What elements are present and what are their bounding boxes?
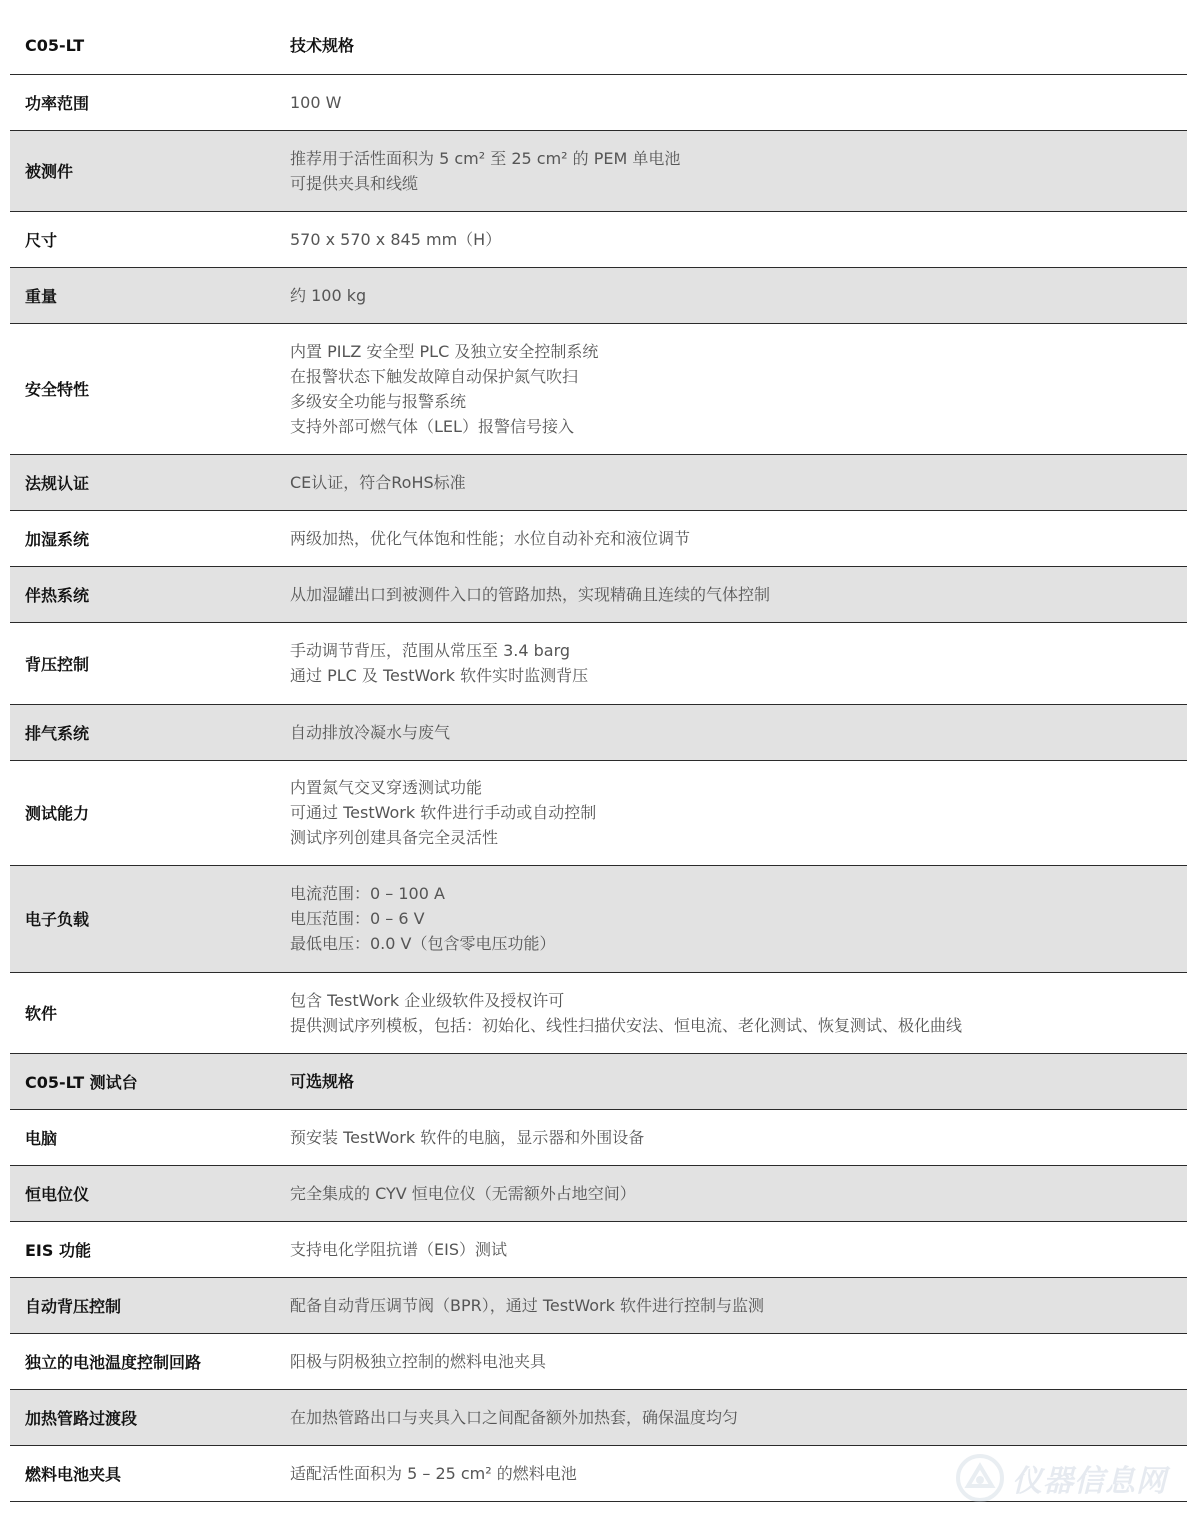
- spec-value-line: 配备自动背压调节阀（BPR），通过 TestWork 软件进行控制与监测: [290, 1295, 764, 1315]
- spec-row: [10, 1389, 1187, 1445]
- spec-value-line: 电压范围：0 – 6 V: [290, 909, 425, 928]
- spec-row: [10, 760, 1187, 865]
- spec-label: C05-LT: [10, 18, 290, 74]
- spec-value: [290, 1109, 1187, 1165]
- spec-value: [290, 1277, 1187, 1333]
- spec-value-line: 预安装 TestWork 软件的电脑，显示器和外围设备: [290, 1127, 645, 1147]
- spec-value: [290, 74, 1187, 130]
- spec-value-line: 自动排放冷凝水与废气: [290, 722, 451, 742]
- spec-row: [10, 865, 1187, 972]
- spec-label: EIS 功能: [10, 1221, 290, 1277]
- spec-value: [290, 972, 1187, 1053]
- spec-label: 排气系统: [10, 704, 290, 760]
- spec-value: [290, 760, 1187, 865]
- spec-label: 加湿系统: [10, 510, 290, 566]
- spec-value-line: 支持外部可燃气体（LEL）报警信号接入: [290, 416, 574, 436]
- spec-table-body: [10, 18, 1187, 1501]
- spec-row: [10, 566, 1187, 622]
- watermark: [954, 1443, 1184, 1513]
- spec-label: 安全特性: [10, 323, 290, 454]
- spec-value-line: 内置氮气交叉穿透测试功能: [290, 778, 483, 797]
- spec-value-line: 约 100 kg: [290, 285, 367, 305]
- spec-label: 被测件: [10, 130, 290, 211]
- watermark-text: 仪器信息网: [1012, 1464, 1167, 1499]
- spec-value-line: 两级加热，优化气体饱和性能；水位自动补充和液位调节: [290, 528, 691, 548]
- spec-row: [10, 1165, 1187, 1221]
- spec-label: 软件: [10, 972, 290, 1053]
- spec-label: 伴热系统: [10, 566, 290, 622]
- spec-value-line: 可通过 TestWork 软件进行手动或自动控制: [290, 803, 597, 822]
- spec-value-line: 电流范围：0 – 100 A: [290, 884, 445, 903]
- spec-value-line: 提供测试序列模板，包括：初始化、线性扫描伏安法、恒电流、老化测试、恢复测试、极化曲线: [290, 1015, 963, 1035]
- spec-value: [290, 130, 1187, 211]
- spec-value-line: 可选规格: [290, 1071, 355, 1091]
- spec-value: [290, 1165, 1187, 1221]
- spec-value: [290, 622, 1187, 704]
- spec-value-line: 测试序列创建具备完全灵活性: [290, 828, 499, 847]
- spec-value: [290, 454, 1187, 510]
- spec-row: [10, 454, 1187, 510]
- spec-row: [10, 1109, 1187, 1165]
- spec-value-line: 手动调节背压，范围从常压至 3.4 barg: [290, 641, 571, 660]
- spec-row: [10, 1333, 1187, 1389]
- spec-value-line: 推荐用于活性面积为 5 cm² 至 25 cm² 的 PEM 单电池: [290, 148, 681, 168]
- spec-label: 电脑: [10, 1109, 290, 1165]
- spec-label: 自动背压控制: [10, 1277, 290, 1333]
- spec-value: [290, 566, 1187, 622]
- spec-label: 功率范围: [10, 74, 290, 130]
- spec-row: [10, 211, 1187, 267]
- spec-row: [10, 1277, 1187, 1333]
- spec-row: [10, 1053, 1187, 1109]
- spec-row: [10, 1221, 1187, 1277]
- spec-value-line: 在加热管路出口与夹具入口之间配备额外加热套，确保温度均匀: [290, 1407, 739, 1427]
- spec-row: [10, 622, 1187, 704]
- spec-label: 尺寸: [10, 211, 290, 267]
- spec-value: [290, 704, 1187, 760]
- spec-value: [290, 211, 1187, 267]
- spec-row: [10, 323, 1187, 454]
- spec-value-line: 多级安全功能与报警系统: [290, 391, 467, 411]
- spec-label: 背压控制: [10, 622, 290, 704]
- spec-value: [290, 1053, 1187, 1109]
- spec-value: [290, 323, 1187, 454]
- spec-value-line: 支持电化学阻抗谱（EIS）测试: [290, 1239, 507, 1259]
- spec-row: [10, 704, 1187, 760]
- spec-label: 测试能力: [10, 760, 290, 865]
- spec-value-line: 570 x 570 x 845 mm（H）: [290, 229, 502, 249]
- spec-value: [290, 1333, 1187, 1389]
- spec-table: [10, 18, 1187, 1502]
- spec-value: [290, 510, 1187, 566]
- instrument-logo-icon: [954, 1452, 1006, 1504]
- spec-label: 加热管路过渡段: [10, 1389, 290, 1445]
- spec-label: 法规认证: [10, 454, 290, 510]
- spec-value-line: 完全集成的 CYV 恒电位仪（无需额外占地空间）: [290, 1183, 636, 1203]
- spec-value: [290, 18, 1187, 74]
- spec-label: C05-LT 测试台: [10, 1053, 290, 1109]
- spec-row: [10, 510, 1187, 566]
- spec-value-line: 可提供夹具和线缆: [290, 173, 419, 193]
- spec-value: [290, 1389, 1187, 1445]
- spec-value-line: 适配活性面积为 5 – 25 cm² 的燃料电池: [290, 1463, 577, 1483]
- spec-label: 燃料电池夹具: [10, 1445, 290, 1501]
- spec-label: 恒电位仪: [10, 1165, 290, 1221]
- spec-row: [10, 972, 1187, 1053]
- spec-row: [10, 74, 1187, 130]
- spec-row: [10, 267, 1187, 323]
- spec-value-line: 最低电压：0.0 V（包含零电压功能）: [290, 934, 556, 953]
- spec-value-line: 通过 PLC 及 TestWork 软件实时监测背压: [290, 666, 589, 685]
- spec-value: [290, 1221, 1187, 1277]
- spec-row: [10, 18, 1187, 74]
- spec-value: [290, 865, 1187, 972]
- spec-value-line: 包含 TestWork 企业级软件及授权许可: [290, 990, 565, 1010]
- spec-value: [290, 267, 1187, 323]
- spec-value-line: 技术规格: [290, 36, 355, 56]
- spec-row: [10, 130, 1187, 211]
- spec-label: 独立的电池温度控制回路: [10, 1333, 290, 1389]
- spec-value-line: 在报警状态下触发故障自动保护氮气吹扫: [290, 366, 579, 386]
- spec-value-line: 100 W: [290, 92, 342, 112]
- spec-label: 重量: [10, 267, 290, 323]
- spec-value-line: CE认证，符合RoHS标准: [290, 472, 466, 492]
- spec-label: 电子负载: [10, 865, 290, 972]
- spec-value-line: 从加湿罐出口到被测件入口的管路加热，实现精确且连续的气体控制: [290, 584, 771, 604]
- spec-value-line: 内置 PILZ 安全型 PLC 及独立安全控制系统: [290, 341, 599, 361]
- spec-value-line: 阳极与阴极独立控制的燃料电池夹具: [290, 1351, 547, 1371]
